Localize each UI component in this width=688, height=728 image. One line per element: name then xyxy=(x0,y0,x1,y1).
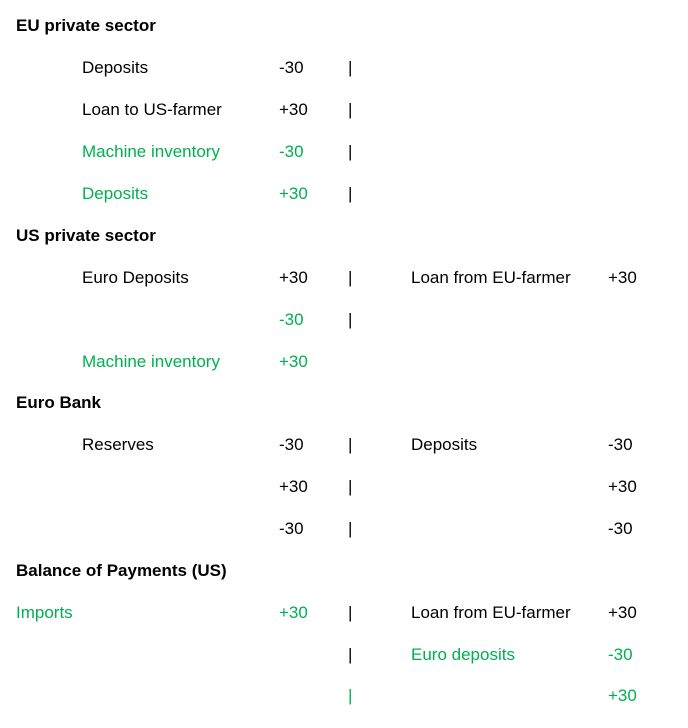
ledger-row xyxy=(0,142,688,184)
ledger-row xyxy=(0,310,688,352)
column-separator: | xyxy=(348,435,353,454)
left-value: +30 xyxy=(279,100,308,119)
right-value: -30 xyxy=(608,519,633,538)
left-value: -30 xyxy=(279,58,304,77)
left-value: -30 xyxy=(279,519,304,538)
column-separator: | xyxy=(348,477,353,496)
item-label: Reserves xyxy=(82,435,154,454)
column-separator: | xyxy=(348,268,353,287)
column-separator: | xyxy=(348,100,353,119)
column-separator: | xyxy=(348,686,353,705)
ledger-row xyxy=(0,268,688,310)
left-value: +30 xyxy=(279,268,308,287)
item-label: Machine inventory xyxy=(82,352,220,371)
section-header: Balance of Payments (US) xyxy=(16,561,227,580)
section-header: US private sector xyxy=(16,226,156,245)
section-header: EU private sector xyxy=(16,16,156,35)
section-header-row xyxy=(0,561,688,603)
ledger-row xyxy=(0,519,688,561)
ledger-row xyxy=(0,100,688,142)
right-value: +30 xyxy=(608,603,637,622)
ledger-row xyxy=(0,645,688,687)
left-value: -30 xyxy=(279,310,304,329)
left-value: +30 xyxy=(279,477,308,496)
item-label: Imports xyxy=(16,603,73,622)
ledger-row xyxy=(0,603,688,645)
right-label: Deposits xyxy=(411,435,478,454)
section-header-row xyxy=(0,16,688,58)
ledger-row xyxy=(0,352,688,394)
ledger-row xyxy=(0,435,688,477)
right-value: +30 xyxy=(608,686,637,705)
left-value: +30 xyxy=(279,184,308,203)
right-value: +30 xyxy=(608,477,637,496)
left-value: +30 xyxy=(279,603,308,622)
right-label: Euro deposits xyxy=(411,645,515,664)
item-label: Loan to US-farmer xyxy=(82,100,222,119)
left-value: -30 xyxy=(279,142,304,161)
column-separator: | xyxy=(348,645,353,664)
column-separator: | xyxy=(348,184,353,203)
right-value: -30 xyxy=(608,435,633,454)
ledger-row xyxy=(0,477,688,519)
ledger-row xyxy=(0,184,688,226)
right-value: +30 xyxy=(608,268,637,287)
item-label: Deposits xyxy=(82,58,149,77)
column-separator: | xyxy=(348,603,353,622)
section-header-row xyxy=(0,393,688,435)
ledger-row xyxy=(0,686,688,728)
item-label: Machine inventory xyxy=(82,142,220,161)
ledger-row xyxy=(0,58,688,100)
item-label: Euro Deposits xyxy=(82,268,189,287)
column-separator: | xyxy=(348,310,353,329)
section-header-row xyxy=(0,226,688,268)
section-header: Euro Bank xyxy=(16,393,102,412)
column-separator: | xyxy=(348,58,353,77)
right-label: Loan from EU-farmer xyxy=(411,603,571,622)
right-label: Loan from EU-farmer xyxy=(411,268,571,287)
column-separator: | xyxy=(348,519,353,538)
item-label: Deposits xyxy=(82,184,149,203)
column-separator: | xyxy=(348,142,353,161)
right-value: -30 xyxy=(608,645,633,664)
left-value: -30 xyxy=(279,435,304,454)
left-value: +30 xyxy=(279,352,308,371)
